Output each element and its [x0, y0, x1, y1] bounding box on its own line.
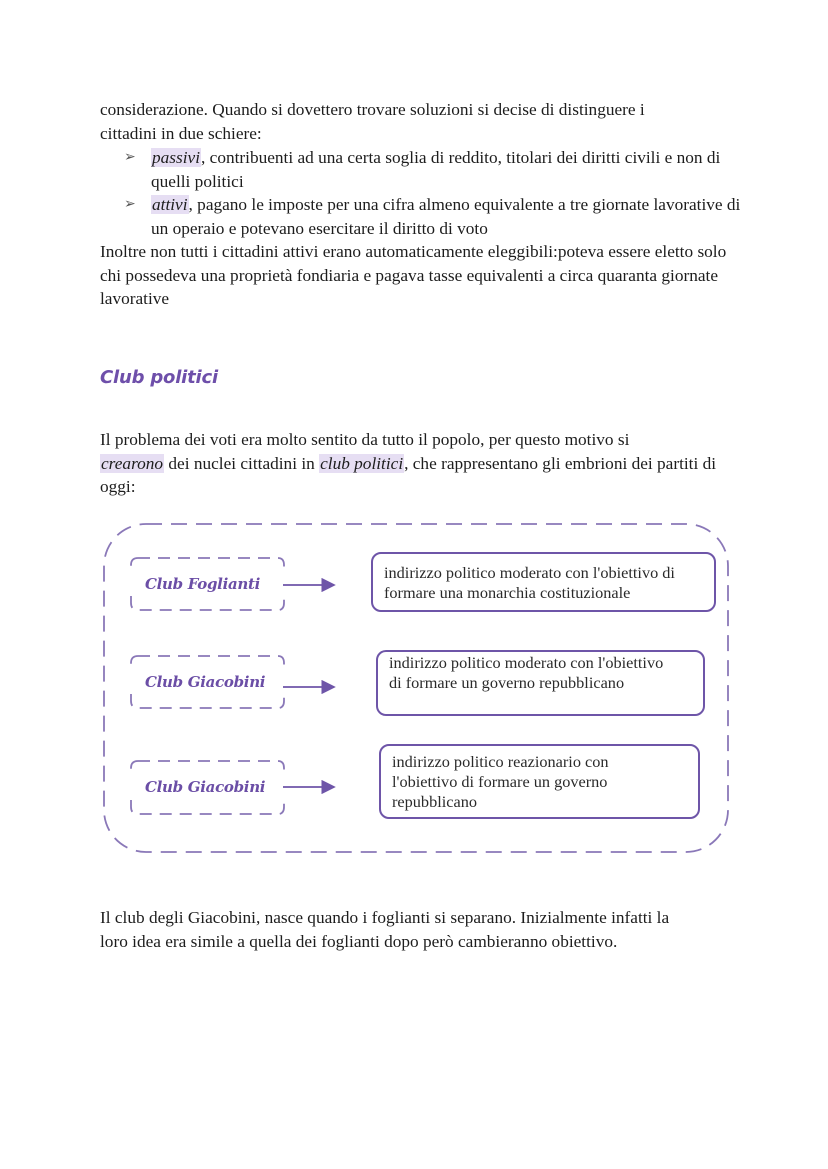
eligibility-paragraph: Inoltre non tutti i cittadini attivi erano automaticamente eleggibili:poteva essere eletto solo chi possedeva una proprietà fondiaria e pagava tasse equivalenti a circa quaranta giornate lavorative [100, 242, 727, 308]
term-passivi: passivi [152, 148, 201, 167]
club-paragraph-text: dei nuclei cittadini in [164, 453, 320, 473]
section-title: Club politici [100, 367, 218, 388]
arrow-bullet-icon: ➢ [124, 196, 136, 212]
club-label-giacobini: Club Giacobini [145, 673, 266, 691]
club-label-giacobini: Club Giacobini [145, 778, 266, 796]
intro-line-2: cittadini in due schiere: [100, 123, 262, 143]
club-description: indirizzo politico reazionario con l'obiettivo di formare un governo repubblicano [392, 752, 609, 811]
club-paragraph-text: Il problema dei voti era molto sentito da tutto il popolo, per questo motivo si [100, 430, 630, 449]
club-paragraph-text: , che rappresentano gli embrioni dei partiti di oggi: [100, 453, 717, 496]
bullet-text: , pagano le imposte per una cifra almeno equivalente a tre giornate lavorative di un operaio e potevano esercitare il diritto di voto [151, 195, 741, 238]
closing-paragraph: Il club degli Giacobini, nasce quando i foglianti si separano. Inizialmente infatti la loro idea era simile a quella dei foglianti dopo però cambieranno obiettivo. [100, 908, 670, 951]
club-description: indirizzo politico moderato con l'obiettivo di formare un governo repubblicano [389, 653, 664, 692]
term-attivi: attivi [152, 195, 188, 214]
highlight-crearono: crearono [101, 453, 164, 473]
club-label-foglianti: Club Foglianti [145, 575, 261, 593]
club-description: indirizzo politico moderato con l'obiettivo di formare una monarchia costituzionale [384, 563, 675, 602]
highlight-club-politici: club politici [320, 453, 404, 473]
intro-line-1: considerazione. Quando si dovettero trovare soluzioni si decise di distinguere i [100, 100, 645, 119]
arrow-bullet-icon: ➢ [124, 149, 136, 165]
bullet-text: , contribuenti ad una certa soglia di reddito, titolari dei diritti civili e non di quelli politici [151, 148, 721, 191]
